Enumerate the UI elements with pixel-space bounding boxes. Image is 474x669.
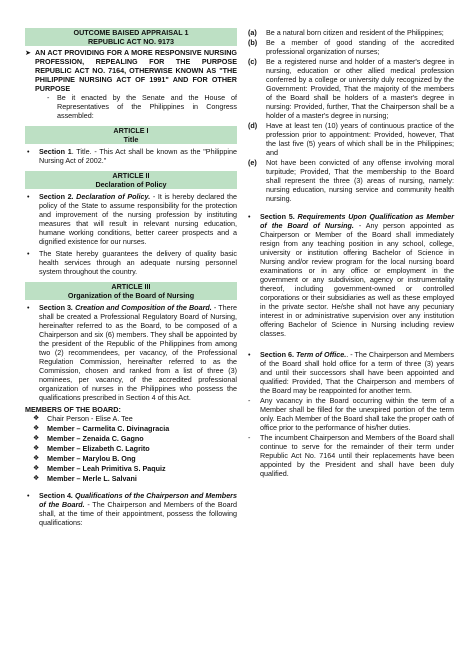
section-5 bbox=[248, 212, 454, 338]
diamond-bullet-icon: ❖ bbox=[33, 425, 40, 432]
member-item: ❖ Chair Person - Elise A. Tee bbox=[25, 414, 237, 424]
qualification-item: (d) Have at least ten (10) years of continuous practice of the profession prior to appointment: Provided, however, That the last five (5) years of which shall be in the Philippines; and bbox=[248, 121, 454, 157]
enactment-clause: - Be it enacted by the Senate and the House of Representatives of the Philippines in Congress assembled: bbox=[47, 93, 237, 120]
incumbent-clause: - The incumbent Chairperson and Members of the Board shall continue to serve for the remainder of their term under Republic Act No. 7164 until their replacements have been appointed by the President and shall have been duly qualified. bbox=[248, 433, 454, 478]
bullet-icon: • bbox=[27, 147, 30, 156]
section-6 bbox=[248, 350, 454, 395]
section-6-text: . - The Chairperson and Members of the Board shall hold office for a term of three (3) years and until their successors shall have been appointed and qualified: Provided, That the Chairperson and members of the Board may be reappointed for another term. bbox=[260, 350, 455, 395]
bullet-icon: • bbox=[27, 192, 30, 201]
arrow-bullet-icon: ➤ bbox=[25, 48, 32, 57]
vacancy-clause: - Any vacancy in the Board occurring within the term of a Member shall be filled for the unexpired portion of the term only. Each Member of the Board shall take the proper oath of office prior to the performance of his/her duties. bbox=[248, 396, 454, 432]
member-item: ❖ Member – Merle L. Salvani bbox=[25, 474, 237, 484]
bullet-icon: • bbox=[27, 249, 30, 258]
qualification-item: (e) Not have been convicted of any offense involving moral turpitude; Provided, That the membership to the Board shall represent the three (3) areas of nursing, namely: nursing education, nursing service and community health nursing. bbox=[248, 158, 454, 203]
diamond-bullet-icon: ❖ bbox=[33, 455, 40, 462]
state-guarantee-text: The State hereby guarantees the delivery of quality basic health services through an adequate nursing personnel system throughout the country. bbox=[39, 249, 237, 276]
section-4 bbox=[25, 491, 237, 527]
bullet-icon: • bbox=[27, 303, 30, 312]
member-item: ❖ Member – Leah Primitiva S. Paquiz bbox=[25, 464, 237, 474]
article-2-subtitle: Declaration of Policy bbox=[95, 180, 167, 189]
section-5-text: - Any person appointed as Chairperson or Member of the Board shall immediately resign from any teaching position in any school, college, university or institution offering Bachelor of Science in Nursing and/or review program for the local nursing board examinations or in any office or employment in the government or any subdivision, agency or instrumentality thereof, including government-owned or controlled corporations or their subsidiaries as well as these employed in the private sector. He/she shall not have any pecuniary interest in or administrative supervision over any institution offering Bachelor of Science in Nursing including review classes. bbox=[260, 221, 454, 338]
section-1-text: . Title. - This Act shall be known as the "Philippine Nursing Act of 2002." bbox=[39, 147, 237, 165]
left-column bbox=[25, 28, 237, 527]
members-list bbox=[25, 414, 237, 484]
section-3-heading: . Creation and Composition of the Board. bbox=[71, 303, 212, 312]
section-5-heading: Requirements Upon Qualification as Member of the Board of Nursing. bbox=[260, 212, 454, 230]
act-intro bbox=[25, 48, 237, 93]
member-item: ❖ Member – Zenaida C. Gagno bbox=[25, 434, 237, 444]
qualification-item: (b) Be a member of good standing of the accredited professional organization of nurses; bbox=[248, 38, 454, 56]
section-4-heading: . Qualifications of the Chairperson and Members of the Board. bbox=[39, 491, 237, 509]
bullet-icon: • bbox=[248, 350, 251, 359]
section-2-text: - It is hereby declared the policy of the State to assume responsibility for the protection and improvement of the nursing profession by instituting measures that will result in relevant nursing education, humane working conditions, better career prospects and a dignified existence for our nurses. bbox=[39, 192, 237, 246]
article-3-title: ARTICLE III bbox=[111, 282, 151, 291]
article-3-header bbox=[25, 282, 237, 300]
diamond-bullet-icon: ❖ bbox=[33, 445, 40, 452]
qualification-item: (a) Be a natural born citizen and resident of the Philippines; bbox=[248, 28, 444, 37]
vacancy-text: Any vacancy in the Board occurring within the term of a Member shall be filled for the unexpired portion of the term only. Each Member of the Board shall take the proper oath of office prior to the performance of his/her duties. bbox=[260, 396, 454, 432]
right-column bbox=[248, 28, 454, 478]
incumbent-text: The incumbent Chairperson and Members of the Board shall continue to serve for the remainder of their term under Republic Act No. 7164 until their replacements have been appointed by the President and shall have been duly qualified. bbox=[260, 433, 454, 478]
diamond-bullet-icon: ❖ bbox=[33, 475, 40, 482]
section-4-text: - The Chairperson and Members of the Board shall, at the time of their appointment, possess the following qualifications: bbox=[39, 500, 237, 527]
section-6-heading: Term of Office. bbox=[293, 350, 347, 359]
state-guarantee bbox=[25, 249, 237, 276]
diamond-bullet-icon: ❖ bbox=[33, 435, 40, 442]
qualifications-list bbox=[248, 28, 454, 203]
article-1-header bbox=[25, 126, 237, 144]
article-1-subtitle: Title bbox=[123, 135, 139, 144]
law-number: REPUBLIC ACT NO. 9173 bbox=[87, 37, 174, 46]
bullet-icon: • bbox=[248, 212, 251, 221]
qualification-item: (c) Be a registered nurse and holder of a master's degree in nursing, education or other allied medical profession conferred by a college or university duly recognized by the Government: Provided, That the majority of the members of the Board shall be holders of a master's degree in nursing: Provided, further, That the Chairperson shall be a holder of a master's degree in nursing; bbox=[248, 57, 454, 120]
enactment-text: Be it enacted by the Senate and the House of Representatives of the Philippines in Congress assembled: bbox=[57, 93, 237, 120]
header-banner bbox=[25, 28, 237, 46]
section-4-label: Section 4 bbox=[39, 491, 71, 500]
article-2-header bbox=[25, 171, 237, 189]
member-item: ❖ Member – Carmelita C. Divinagracia bbox=[25, 424, 237, 434]
section-1-label: Section 1 bbox=[39, 147, 72, 156]
article-3-subtitle: Organization of the Board of Nursing bbox=[67, 291, 195, 300]
member-item: ❖ Member – Marylou B. Ong bbox=[25, 454, 237, 464]
article-2-title: ARTICLE II bbox=[112, 171, 150, 180]
member-item: ❖ Member – Elizabeth C. Lagrito bbox=[25, 444, 237, 454]
section-2-label: Section 2 bbox=[39, 192, 72, 201]
article-1-title: ARTICLE I bbox=[113, 126, 149, 135]
document-title: OUTCOME BAISED APPRAISAL 1 bbox=[73, 28, 189, 37]
section-3-label: Section 3 bbox=[39, 303, 72, 312]
section-1 bbox=[25, 147, 237, 165]
section-2-heading: . Declaration of Policy. bbox=[71, 192, 151, 201]
diamond-bullet-icon: ❖ bbox=[33, 415, 40, 422]
section-2 bbox=[25, 192, 237, 246]
section-6-label: Section 6. bbox=[260, 350, 294, 359]
bullet-icon: • bbox=[27, 491, 30, 500]
section-5-label: Section 5. bbox=[260, 212, 295, 221]
diamond-bullet-icon: ❖ bbox=[33, 465, 40, 472]
members-heading: MEMBERS OF THE BOARD: bbox=[25, 405, 121, 414]
act-intro-text: AN ACT PROVIDING FOR A MORE RESPONSIVE NURSING PROFESSION, REPEALING FOR THE PURPOSE REPUBLIC ACT NO. 7164, OTHERWISE KNOWN AS "THE PHILIPPINE NURSING ACT OF 1991" AND FOR OTHER PURPOSE bbox=[35, 48, 237, 93]
section-3-text: - There shall be created a Professional Regulatory Board of Nursing, hereinafter referred to as the Board, to be composed of a Chairperson and six (6) members. They shall be appointed by the president of the Republic of the Philippines from among two (2) recommendees, per vacancy, of the Professional Regulation Commission, hereinafter referred to as the Commission, chosen and ranked from a list of three (3) nominees, per vacancy, of the accredited professional organization of nurses in the Philippines who possess the qualifications prescribed in Section 4 of this Act. bbox=[39, 303, 237, 402]
section-3 bbox=[25, 303, 237, 402]
